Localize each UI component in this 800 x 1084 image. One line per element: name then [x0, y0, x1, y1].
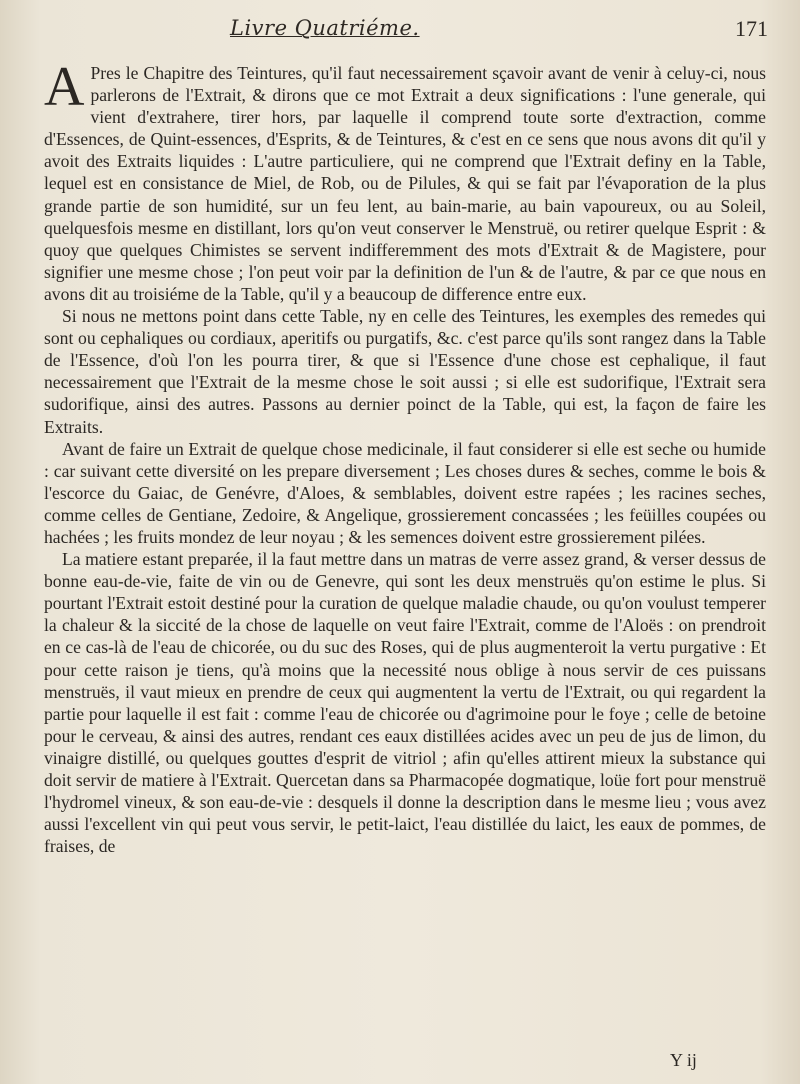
drop-cap: A	[44, 56, 85, 118]
running-title: Livre Quatriéme.	[230, 16, 420, 40]
paragraph-4: La matiere estant preparée, il la faut mettre dans un matras de verre assez grand, & verser dessus de bonne eau-de-vie, faite de vin ou de Genevre, qui sont les deux menstruës qu'on estime le plus. Si pourtant l'Extrait estoit destiné pour la curation de quelque maladie chaude, ou qu'on voulust temperer la chaleur & la siccité de la chose de laquelle on veut faire l'Extrait, comme de l'Aloës : on prendroit en ce cas-là de l'eau de chicorée, ou du suc des Roses, qui de plus augmenteroit la vertu purgative : Et pour cette raison je tiens, qu'à moins que la necessité nous oblige à nous servir de ces puissans menstruës, il vaut mieux en prendre de ceux qui augmentent la vertu de l'Extrait, ou qui regardent la partie pour laquelle il est fait : comme l'eau de chicorée ou d'agrimoine pour le foye ; celle de betoine pour le cerveau, & ainsi des autres, rendant ces eaux distillées acides avec un peu de jus de limon, du vinaigre distillé, ou quelques gouttes d'esprit de vitriol ; afin qu'elles attirent mieux la substance qui doit servir de matiere à l'Extrait. Quercetan dans sa Pharmacopée dogmatique, loüe fort pour menstruë l'hydromel vineux, & son eau-de-vie : desquels il donne la description dans le mesme lieu ; vous avez aussi l'excellent vin qui peut vous servir, le petit-laict, l'eau distillée du laict, les eaux de pommes, de fraises, de	[44, 549, 766, 857]
page-header	[230, 12, 790, 46]
paragraph-3: Avant de faire un Extrait de quelque chose medicinale, il faut considerer si elle est seche ou humide : car suivant cette diversité on les prepare diversement ; Les choses dures & seches, comme le bois & l'escorce du Gaiac, de Genévre, d'Aloes, & semblables, doivent estre rapées ; les racines seches, comme celles de Gentiane, Zedoire, & Angelique, grossierement concassées ; les feüilles coupées ou hachées ; les fruits mondez de leur noyau ; & les semences doivent estre grossierement pilées.	[44, 438, 766, 547]
paragraph-1	[44, 56, 766, 305]
page-number: 171	[735, 16, 768, 41]
signature-mark: Y ij	[670, 1050, 697, 1070]
body-text	[44, 56, 766, 857]
paragraph-2: Si nous ne mettons point dans cette Table, ny en celle des Teintures, les exemples des remedes qui sont ou cephaliques ou cordiaux, aperitifs ou purgatifs, &c. c'est parce qu'ils sont rangez dans la Table de l'Essence, d'où l'on les pourra tirer, & que si l'Essence d'une chose est cephalique, il faut necessairement que l'Extrait de la mesme chose le soit aussi ; si elle est sudorifique, l'Extrait sera sudorifique, ainsi des autres. Passons au dernier poinct de la Table, qui est, la façon de faire les Extraits.	[44, 306, 766, 437]
paragraph-1-text: Pres le Chapitre des Teintures, qu'il faut necessairement sçavoir avant de venir à celuy-ci, nous parlerons de l'Extrait, & dirons que ce mot Extrait a deux significations : l'une generale, qui vient d'extrahere, tirer hors, par laquelle il comprend toute sorte d'extraction, comme d'Essences, de Quint-essences, d'Esprits, & de Teintures, & c'est en ce sens que nous avons dit qu'il y avoit des Extraits liquides : L'autre particuliere, qui ne comprend que l'Extrait definy en la Table, lequel est en consistance de Miel, de Rob, ou de Pilules, & qui se fait par l'évaporation de la plus grande partie de son humidité, sur un feu lent, au bain-marie, au bain vapoureux, ou au Soleil, quelquesfois mesme en distillant, lors qu'on veut conserver le Menstruë, ou retirer quelque Esprit : & quoy que quelques Chimistes se servent indifferemment des mots d'Extrait & de Magistere, pour signifier une mesme chose ; l'on peut voir par la definition de l'un & de l'autre, & par ce que nous en avons dit au troisiéme de la Table, qu'il y a beaucoup de difference entre eux.	[44, 63, 766, 304]
